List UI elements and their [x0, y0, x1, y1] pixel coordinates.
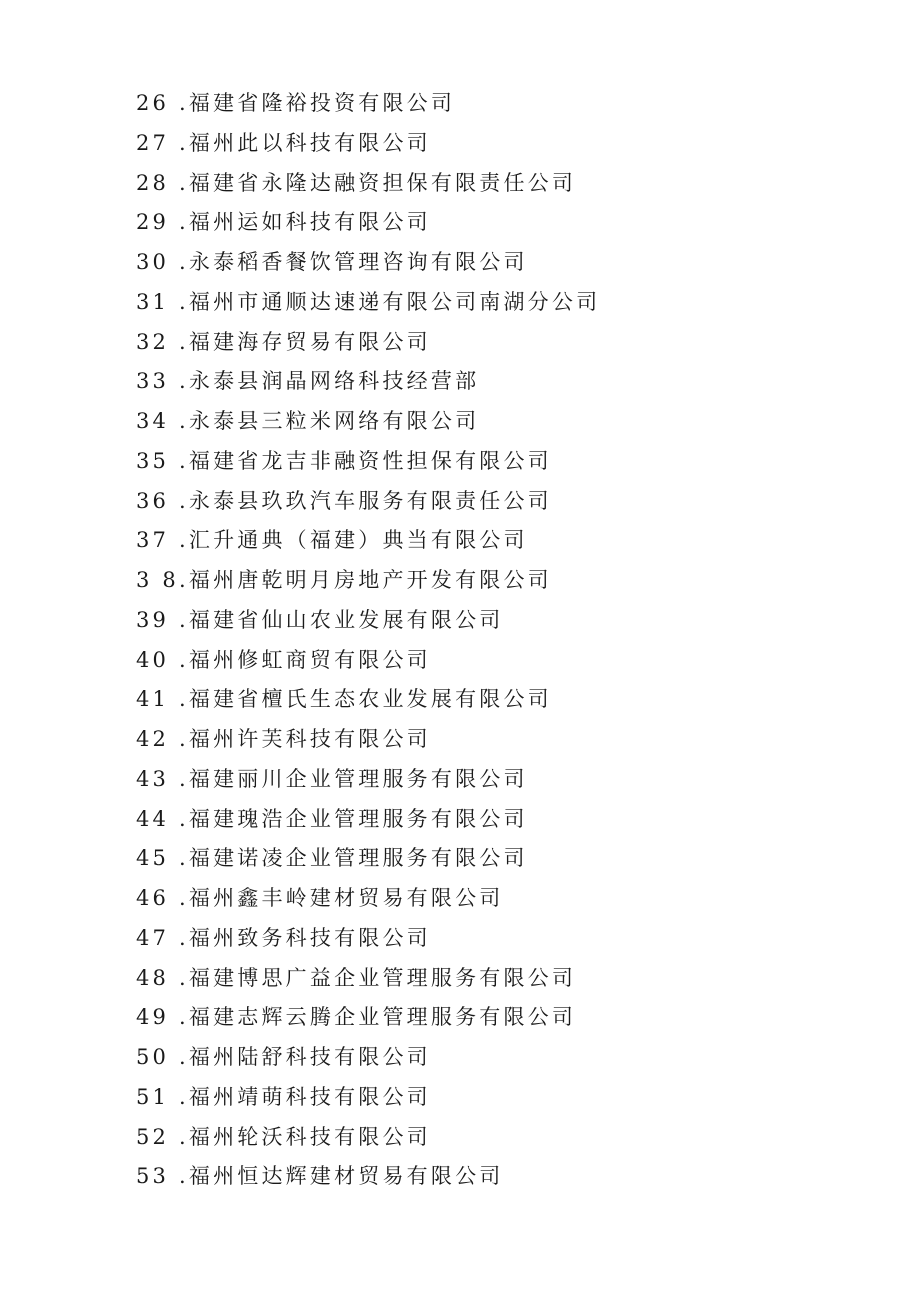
- list-item: 28 .福建省永隆达融资担保有限责任公司: [136, 170, 577, 195]
- list-item: 29 .福州运如科技有限公司: [136, 210, 431, 235]
- list-item: 3 8.福州唐乾明月房地产开发有限公司: [136, 568, 552, 592]
- list-item: 46 .福州鑫丰岭建材贸易有限公司: [136, 886, 504, 910]
- list-item: 27 .福州此以科技有限公司: [136, 130, 431, 155]
- company-list: [136, 84, 600, 1197]
- list-item: 51 .福州靖萌科技有限公司: [136, 1084, 431, 1109]
- list-item: 31 .福州市通顺达速递有限公司南湖分公司: [136, 289, 601, 314]
- list-item: 50 .福州陆舒科技有限公司: [136, 1045, 431, 1069]
- list-item: 39 .福建省仙山农业发展有限公司: [136, 607, 504, 632]
- list-item: 40 .福州修虹商贸有限公司: [136, 647, 431, 672]
- list-item: 48 .福建博思广益企业管理服务有限公司: [136, 965, 577, 990]
- list-item: 37 .汇升通典（福建）典当有限公司: [136, 528, 528, 553]
- list-item: 33 .永泰县润晶网络科技经营部: [136, 369, 480, 394]
- list-item: 41 .福建省檀氏生态农业发展有限公司: [136, 687, 552, 712]
- list-item: 35 .福建省龙吉非融资性担保有限公司: [136, 448, 552, 473]
- list-item: 43 .福建丽川企业管理服务有限公司: [136, 766, 528, 791]
- list-item: 53 .福州恒达辉建材贸易有限公司: [136, 1164, 504, 1189]
- list-item: 26 .福建省隆裕投资有限公司: [136, 91, 456, 115]
- list-item: 44 .福建瑰浩企业管理服务有限公司: [136, 806, 528, 831]
- list-item: 42 .福州许芙科技有限公司: [136, 727, 431, 751]
- list-item: 49 .福建志辉云腾企业管理服务有限公司: [136, 1005, 577, 1030]
- list-item: 34 .永泰县三粒米网络有限公司: [136, 409, 480, 433]
- list-item: 30 .永泰稻香餐饮管理咨询有限公司: [136, 250, 528, 274]
- list-item: 36 .永泰县玖玖汽车服务有限责任公司: [136, 488, 552, 513]
- list-item: 52 .福州轮沃科技有限公司: [136, 1124, 431, 1149]
- list-item: 47 .福州致务科技有限公司: [136, 925, 431, 950]
- list-item: 32 .福建海存贸易有限公司: [136, 329, 431, 354]
- list-item: 45 .福建诺凌企业管理服务有限公司: [136, 846, 528, 871]
